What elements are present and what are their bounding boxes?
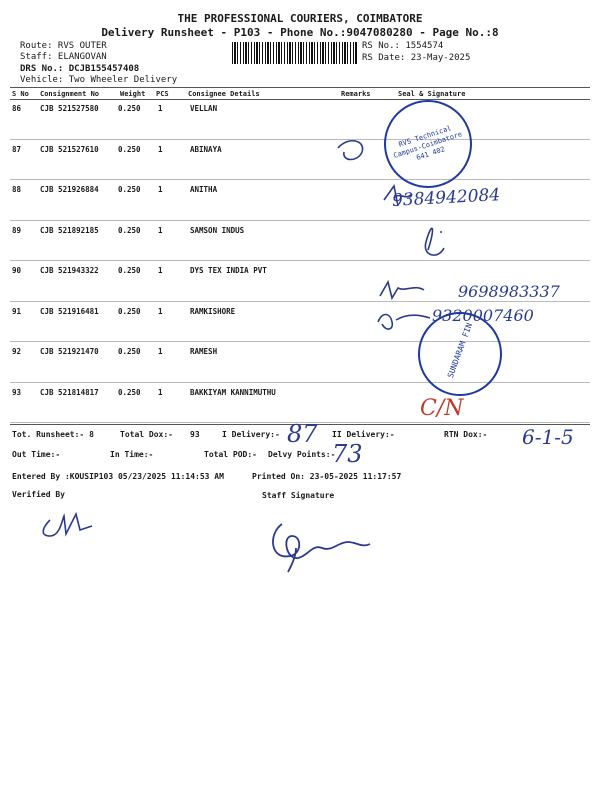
row-sno: 86	[12, 104, 22, 113]
rs-date: RS Date: 23-May-2025	[362, 53, 471, 63]
verified-by-label: Verified By	[12, 490, 65, 499]
row-sno: 88	[12, 185, 22, 194]
in-time-label: In Time:-	[110, 450, 154, 459]
row89-signature	[425, 228, 444, 255]
row-consignee: ANITHA	[190, 185, 218, 194]
row-consignment-no: CJB 521916481	[40, 306, 99, 316]
handwritten-phone-2: 9698983337	[458, 282, 560, 301]
row88-signature	[384, 186, 412, 206]
row-pcs: 1	[158, 266, 163, 275]
row-pcs: 1	[158, 144, 163, 154]
row-weight: 0.250	[118, 144, 141, 154]
row-consignment-no: CJB 521943322	[40, 266, 99, 275]
total-dox-value: 93	[190, 430, 200, 439]
row90-signature	[380, 282, 424, 298]
row-pcs: 1	[158, 347, 163, 356]
row-consignment-no: CJB 521921470	[40, 347, 99, 356]
handwritten-cn-note: C/N	[420, 396, 464, 421]
staff-label: Staff: ELANGOVAN	[20, 52, 107, 62]
row-pcs: 1	[158, 306, 163, 316]
col-consignee: Consignee Details	[188, 90, 260, 98]
rs-number: RS No.: 1554574	[362, 41, 444, 51]
row-consignee: ABINAYA	[190, 144, 222, 154]
row-consignment-no: CJB 521814817	[40, 387, 99, 397]
row-weight: 0.250	[118, 185, 141, 194]
drs-number: DRS No.: DCJB155457408	[20, 64, 140, 74]
row-consignee: RAMKISHORE	[190, 306, 236, 316]
col-pcs: PCS	[156, 90, 169, 98]
row-consignment-no: CJB 521527610	[40, 144, 99, 154]
row-consignee: RAMESH	[190, 347, 218, 356]
row-sno: 92	[12, 347, 22, 356]
row91-signature	[378, 315, 430, 330]
finance-stamp-text: SUNDARAM FIN	[445, 321, 475, 380]
runsheet-subtitle: Delivery Runsheet - P103 - Phone No.:9047080280 - Page No.:8	[101, 26, 499, 39]
row-sno: 87	[12, 144, 22, 154]
row-weight: 0.250	[118, 104, 141, 113]
out-time-label: Out Time:-	[12, 450, 61, 459]
row-consignee: DYS TEX INDIA PVT	[190, 266, 267, 275]
row-weight: 0.250	[118, 225, 141, 235]
row-sno: 93	[12, 387, 22, 397]
col-seal: Seal & Signature	[398, 90, 466, 98]
row-weight: 0.250	[118, 266, 141, 275]
row-consignment-no: CJB 521527580	[40, 104, 99, 113]
total-pod-label: Total POD:-	[204, 450, 257, 459]
row-sno: 89	[12, 225, 22, 235]
staff-signature-label: Staff Signature	[262, 491, 335, 500]
ii-delivery-label: II Delivery:-	[332, 430, 395, 439]
row-weight: 0.250	[118, 347, 141, 356]
handwritten-phone-1: 9384942084	[391, 185, 501, 211]
total-dox-label: Total Dox:-	[120, 430, 173, 439]
vehicle-label: Vehicle: Two Wheeler Delivery	[20, 75, 178, 85]
row-sno: 91	[12, 306, 22, 316]
row-pcs: 1	[158, 185, 163, 194]
row-weight: 0.250	[118, 387, 141, 397]
handwritten-delvy-points: 73	[332, 440, 363, 468]
staff-signature-scribble	[273, 524, 370, 572]
row-consignment-no: CJB 521926884	[40, 185, 99, 194]
delvy-points-label: Delvy Points:-	[268, 450, 336, 459]
company-title: THE PROFESSIONAL COURIERS, COIMBATORE	[177, 12, 423, 25]
remarks-scribble	[338, 141, 363, 160]
total-runsheet: Tot. Runsheet:- 8	[12, 430, 94, 439]
campus-stamp-text: RVS Technical Campus-Coimbatore 641 402	[392, 124, 464, 162]
col-consignment: Consignment No	[40, 90, 100, 98]
handwritten-rtn-date: 6-1-5	[522, 425, 574, 449]
row-consignee: BAKKIYAM KANNIMUTHU	[190, 387, 276, 397]
row-consignee: VELLAN	[190, 104, 218, 113]
col-remarks: Remarks	[341, 90, 371, 98]
row-pcs: 1	[158, 225, 163, 235]
row-weight: 0.250	[118, 306, 141, 316]
col-sno: S No	[12, 90, 29, 98]
row-pcs: 1	[158, 387, 163, 397]
i-delivery-label: I Delivery:-	[222, 430, 280, 439]
row-consignment-no: CJB 521892185	[40, 225, 99, 235]
row-pcs: 1	[158, 104, 163, 113]
row-consignee: SAMSON INDUS	[190, 225, 245, 235]
route-label: Route: RVS OUTER	[20, 41, 107, 51]
rtn-dox-label: RTN Dox:-	[444, 430, 488, 439]
verified-signature	[43, 514, 92, 536]
handwritten-i-delivery: 87	[287, 420, 318, 448]
entered-by: Entered By :KOUSIP103 05/23/2025 11:14:53 AM	[12, 472, 224, 481]
row-sno: 90	[12, 266, 22, 275]
campus-stamp	[384, 100, 472, 188]
finance-stamp	[418, 312, 502, 396]
col-weight: Weight	[120, 90, 146, 98]
handwritten-phone-3: 9320007460	[432, 306, 534, 325]
printed-on: Printed On: 23-05-2025 11:17:57	[252, 472, 402, 481]
